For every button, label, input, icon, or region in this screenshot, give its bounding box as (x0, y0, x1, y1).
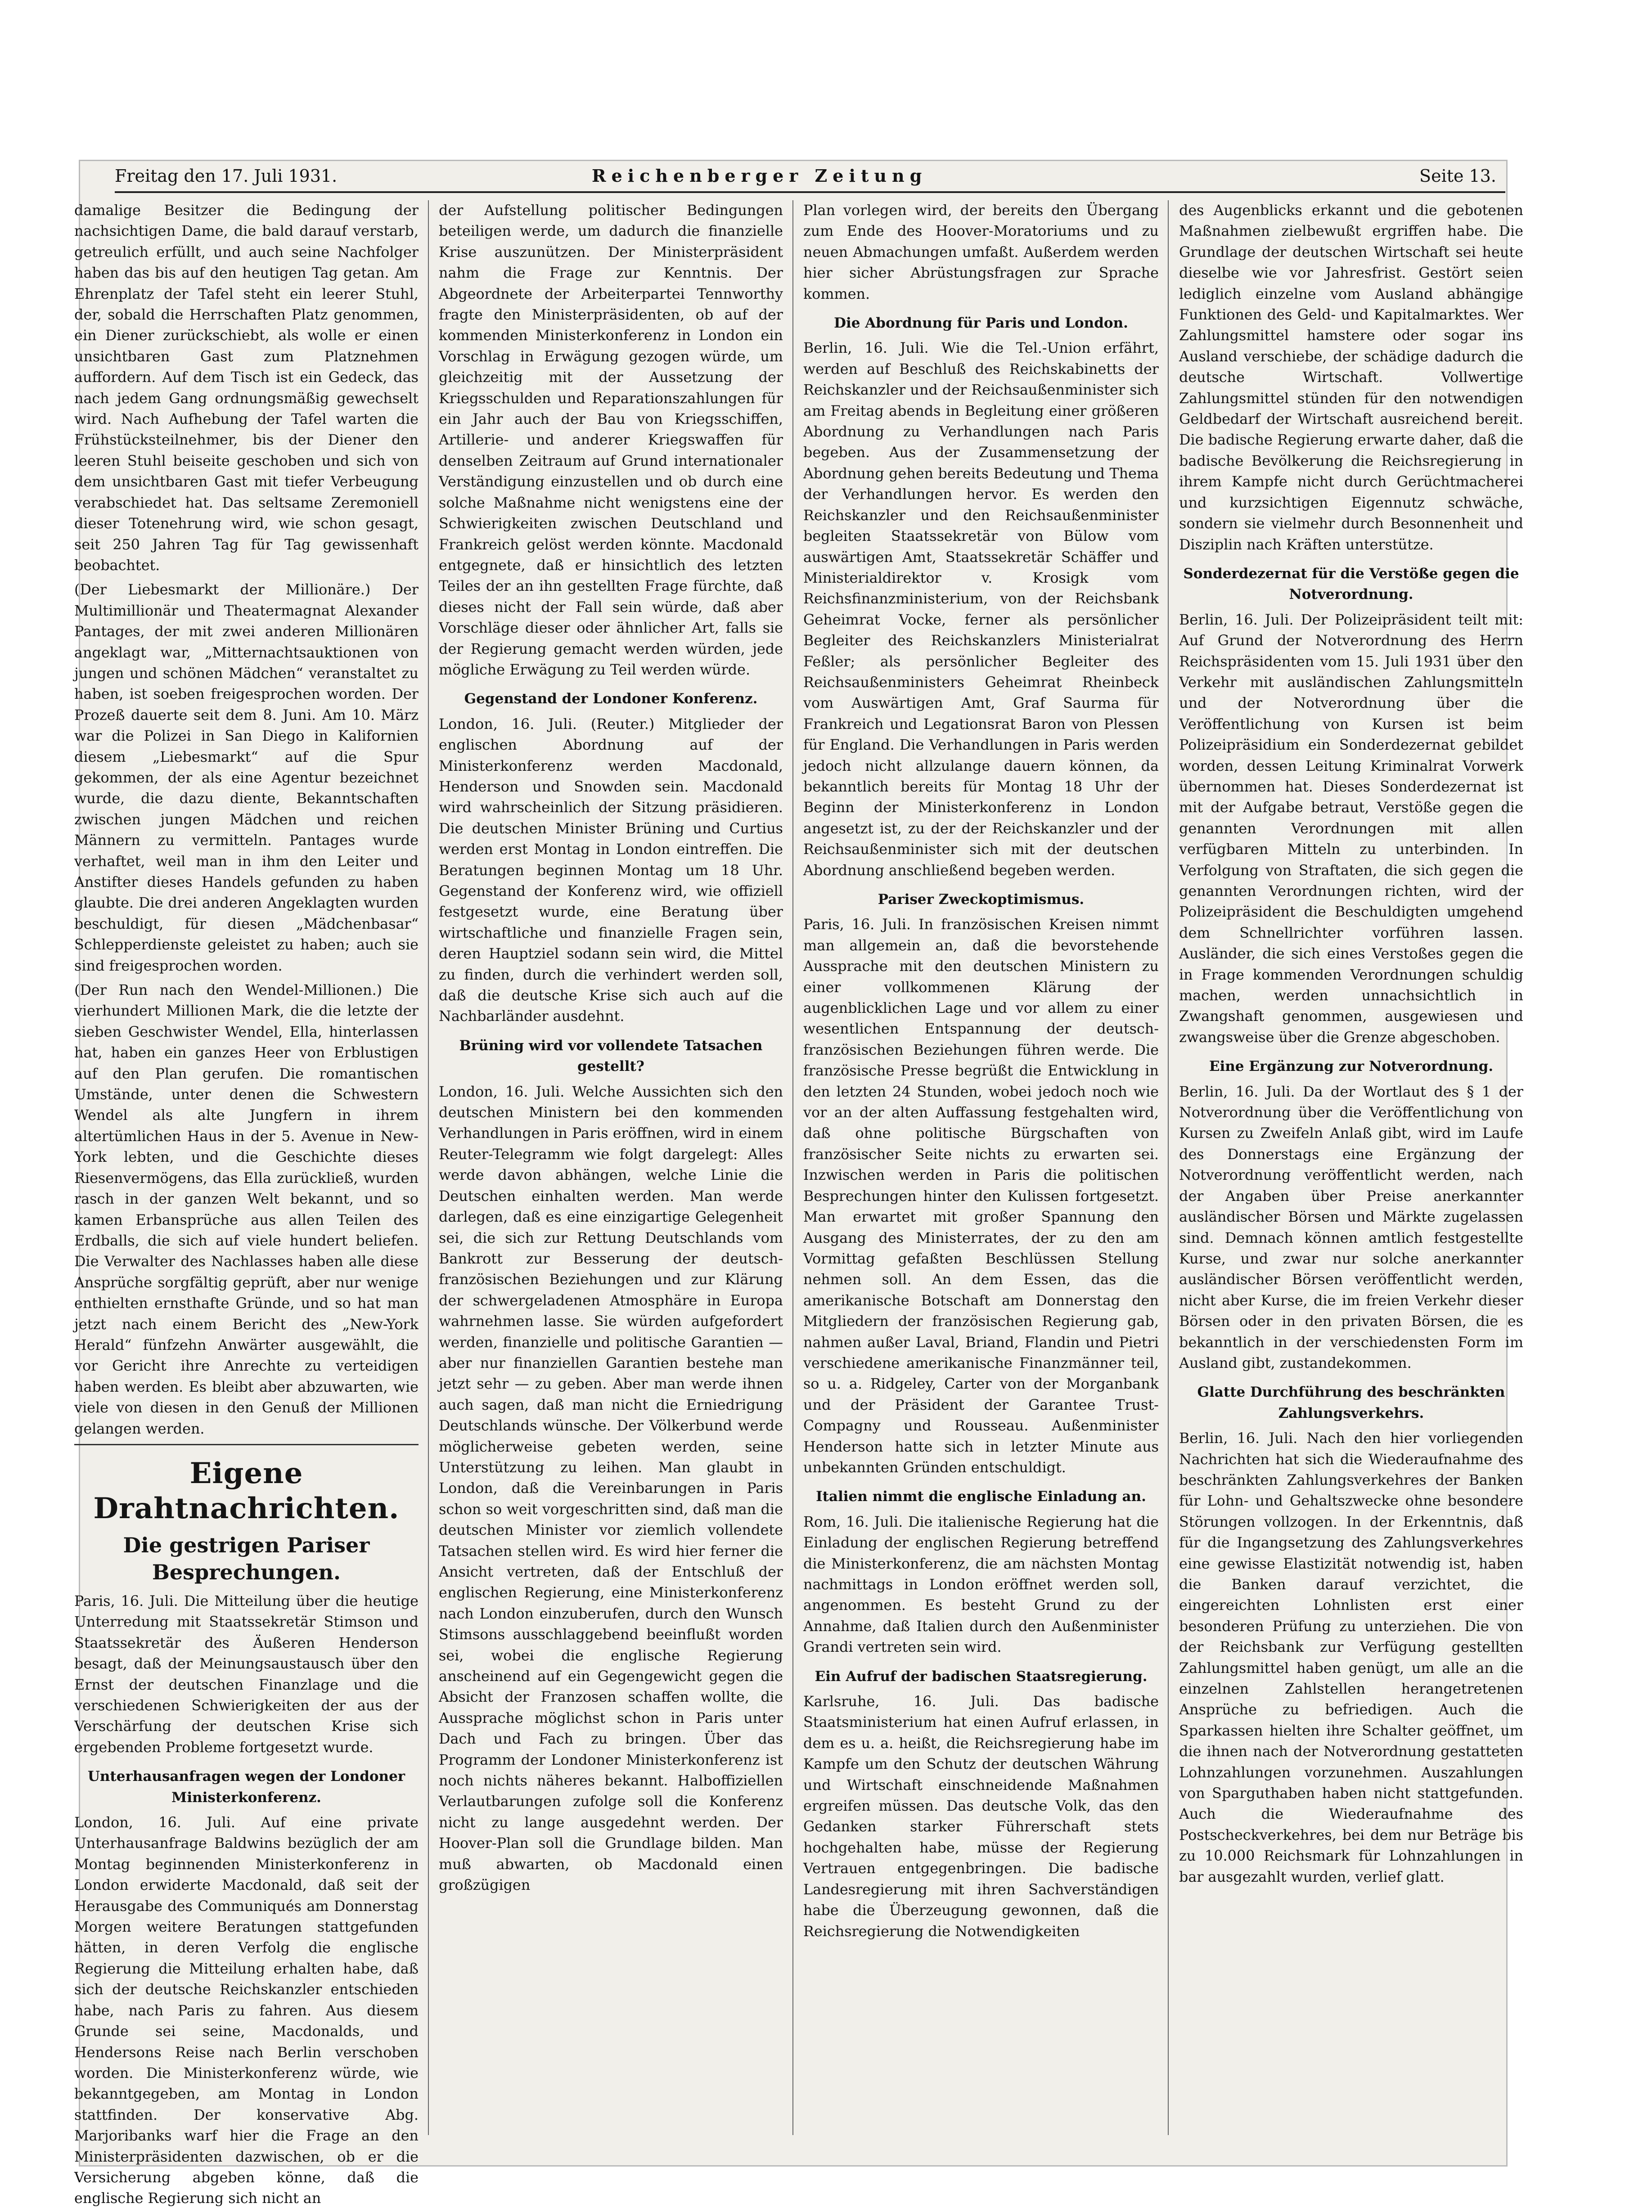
article-paragraph: Berlin, 16. Juli. Der Polizeipräsident teilt mit: Auf Grund der Notverordnung des Herrn Reichspräsidenten vom 15. Juli 1931 über den Verkehr mit ausländischen Zahlungsmitteln und der Notverordnung über die Veröffentlichung von Kursen ist beim Polizeipräsidium ein Sonderdezernat gebildet worden, dessen Leitung Kriminalrat Vorwerk übernommen hat. Dieses Sonderdezernat ist mit der Aufgabe betraut, Verstöße gegen die genannten Verordnungen mit allen verfügbaren Mitteln zu unterbinden. In Verfolgung von Straftaten, die sich gegen die genannten Verordnungen richten, wird der Polizeipräsident die Beschuldigten umgehend dem Schnellrichter vorführen lassen. Ausländer, die sich eines Verstoßes gegen die in Frage kommenden Verordnungen schuldig machen, werden unnachsichtlich in Zwangshaft genommen, ausgewiesen und zwangsweise über die Grenze abgeschoben. (1179, 611, 1523, 1046)
article-heading: Glatte Durchführung des beschränkten Zahlungsverkehrs. (1197, 1384, 1505, 1421)
article-paragraph: Plan vorlegen wird, der bereits den Übergang zum Ende des Hoover-Moratoriums und zu neuen Abmachungen umfaßt. Außerdem werden hier sicher Abrüstungsfragen zur Sprache kommen. (803, 202, 1159, 302)
column-4 (1179, 200, 1523, 2135)
column-3 (803, 200, 1159, 2135)
header-rule (115, 191, 1505, 193)
article-paragraph: Karlsruhe, 16. Juli. Das badische Staatsministerium hat einen Aufruf erlassen, in dem es u. a. heißt, die Reichsregierung habe im Kampfe um den Schutz der deutschen Währung und Wirtschaft einschneidende Maßnahmen ergreifen müssen. Das deutsche Volk, das den Gedanken starker Führerschaft stets hochgehalten habe, müsse der Regierung Vertrauen entgegenbringen. Die badische Landesregierung mit ihren Sachverständigen habe die Überzeugung gewonnen, daß die Reichsregierung die Notwendigkeiten (803, 1693, 1159, 1940)
article-paragraph: Berlin, 16. Juli. Nach den hier vorliegenden Nachrichten hat sich die Wiederaufnahme des beschränkten Zahlungsverkehres der Banken für Lohn- und Gehaltszwecke ohne besondere Störungen vollzogen. In der Erkenntnis, daß für die Ingangsetzung des Zahlungsverkehres eine gewisse Elastizität notwendig ist, haben die Banken darauf verzichtet, die eingereichten Lohnlisten erst einer besonderen Prüfung zu unterziehen. Die von der Reichsbank zur Verfügung gestellten Zahlungsmittel haben genügt, um alle an die einzelnen Zahlstellen herangetretenen Ansprüche zu befriedigen. Auch die Sparkassen hielten ihre Schalter geöffnet, um die ihnen nach der Notverordnung gestatteten Lohnzahlungen vorzunehmen. Auszahlungen von Sparguthaben haben nicht stattgefunden. Auch die Wiederaufnahme des Postscheckverkehres, bei dem nur Beträge bis zu 10.000 Reichsmark für Lohnzahlungen in bar ausgezahlt wurden, verlief glatt. (1179, 1430, 1523, 1885)
section-subheadline: Die gestrigen Pariser Besprechungen. (123, 1533, 370, 1584)
issue-date: Freitag den 17. Juli 1931. (115, 166, 338, 186)
article-paragraph: Berlin, 16. Juli. Da der Wortlaut des § 1 der Notverordnung über die Veröffentlichung von Kursen zu Zweifeln Anlaß gibt, wird im Laufe des Donnerstags eine Ergänzung der Notverordnung veröffentlicht werden, nach der Angaben über Preise anerkannter ausländischer Börsen und Märkte zugelassen sind. Demnach können amtlich festgestellte Kurse, und zwar nur solche anerkannter ausländischer Börsen veröffentlicht werden, nicht aber Kurse, die im freien Verkehr dieser Börsen oder in den privaten Börsen, die es bekanntlich in der verschiedensten Form im Ausland gibt, zustandekommen. (1179, 1083, 1523, 1371)
article-heading: Gegenstand der Londoner Konferenz. (464, 691, 758, 707)
article-paragraph: des Augenblicks erkannt und die gebotenen Maßnahmen zielbewußt ergriffen habe. Die Grundlage der deutschen Wirtschaft sei heute dieselbe wie vor Jahresfrist. Gestört seien lediglich einzelne vom Ausland abhängige Funktionen des Geld- und Kapitalmarktes. Wer Zahlungsmittel hamstere oder sogar ins Ausland verschiebe, der schädige dadurch die deutsche Wirtschaft. Vollwertige Zahlungsmittel stünden für den notwendigen Geldbedarf der Wirtschaft ausreichend bereit. Die badische Regierung erwarte daher, daß die badische Bevölkerung die Reichsregierung in ihrem Kampfe nicht durch Gerüchtmacherei und kurzsichtigen Eigennutz schwäche, sondern sie vielmehr durch Besonnenheit und Disziplin nach Kräften unterstütze. (1179, 202, 1523, 553)
page-header (115, 162, 1510, 190)
page-number: Seite 13. (1419, 166, 1496, 186)
article-paragraph: Berlin, 16. Juli. Wie die Tel.-Union erfährt, werden auf Beschluß des Reichskabinetts der Reichskanzler und der Reichsaußenminister sich am Freitag abends in Begleitung einer größeren Abordnung zu Verhandlungen nach Paris begeben. Aus der Zusammensetzung der Abordnung gehen bereits Bedeutung und Thema der Verhandlungen hervor. Es werden den Reichskanzler und den Reichsaußenminister begleiten Staatssekretär von Bülow vom auswärtigen Amt, Staatssekretär Schäffer und Ministerialdirektor v. Krosigk vom Reichsfinanzministerium, von der Reichsbank Geheimrat Vocke, ferner als persönlicher Begleiter des Reichskanzlers Ministerialrat Feßler; als persönlicher Begleiter des Reichsaußenministers Geheimrat Rheinbeck vom Auswärtigen Amt, Graf Saurma für Frankreich und Legationsrat Baron von Plessen für England. Die Verhandlungen in Paris werden jedoch nicht allzulange dauern können, da bekanntlich bereits für Montag 18 Uhr der Beginn der Ministerkonferenz in London angesetzt ist, zu der der Reichskanzler und der Reichsaußenminister sich mit der deutschen Abordnung anschließend begeben werden. (803, 340, 1159, 879)
article-heading: Italien nimmt die englische Einladung an. (816, 1488, 1146, 1505)
article-paragraph: London, 16. Juli. (Reuter.) Mitglieder der englischen Abordnung auf der Ministerkonferenz werden Macdonald, Henderson und Snowden sein. Macdonald wird wahrscheinlich der Sitzung präsidieren. Die deutschen Minister Brüning und Curtius werden erst Montag in London eintreffen. Die Beratungen beginnen Montag um 18 Uhr. Gegenstand der Konferenz wird, wie offiziell festgesetzt wurde, eine Beratung über wirtschaftliche und finanzielle Fragen sein, deren Hauptziel sodann sein wird, die Mittel zu finden, durch die verhindert werden soll, daß die deutsche Krise sich auch auf die Nachbarländer ausdehnt. (439, 715, 783, 1025)
article-heading: Eine Ergänzung zur Notverordnung. (1209, 1058, 1494, 1075)
article-paragraph: (Der Run nach den Wendel-Millionen.) Die vierhundert Millionen Mark, die die letzte der sieben Geschwister Wendel, Ella, hinterlassen hat, haben ein ganzes Heer von Erblustigen auf den Plan gerufen. Die romantischen Umstände, unter denen die Schwestern Wendel als alte Jungfern in ihrem altertümlichen Haus in der 5. Avenue in New-York lebten, und die Geschichte dieses Riesenvermögens, das Ella zurückließ, wurden rasch in der ganzen Welt bekannt, und so kamen Erbansprüche aus allen Teilen des Erdballs, die sich auf viele hundert beliefen. Die Verwalter des Nachlasses haben alle diese Ansprüche sorgfältig geprüft, aber nur wenige enthielten ernsthafte Gründe, und so hat man jetzt nach einem Bericht des „New-York Herald“ fünfzehn Anwärter ausgewählt, die vor Gericht ihre Anrechte zu verteidigen haben werden. Es bleibt aber abzuwarten, wie viele von diesen in den Genuß der Millionen gelangen werden. (74, 982, 419, 1437)
article-paragraph: damalige Besitzer die Bedingung der nachsichtigen Dame, die bald darauf verstarb, getreulich erfüllt, und auch seine Nachfolger haben das bis auf den heutigen Tag getan. Am Ehrenplatz der Tafel steht ein leerer Stuhl, der, sobald die Herrschaften Platz genommen, ein Diener zurückschiebt, als wolle er einen unsichtbaren Gast zum Platznehmen auffordern. Auf dem Tisch ist ein Gedeck, das nach jedem Gang ordnungsmäßig gewechselt wird. Nach Aufhebung der Tafel warten die Frühstücksteilnehmer, bis der Diener den leeren Stuhl beiseite geschoben und sich von dem unsichtbaren Gast mit tiefer Verbeugung verabschiedet hat. Das seltsame Zeremoniell dieser Totenehrung wird, wie schon gesagt, seit 250 Jahren Tag für Tag gewissenhaft beobachtet. (74, 202, 419, 574)
column-divider (428, 200, 429, 2135)
article-heading: Pariser Zweckoptimismus. (878, 891, 1085, 908)
column-2 (439, 200, 783, 2135)
article-heading: Ein Aufruf der badischen Staatsregierung. (815, 1668, 1148, 1685)
column-divider (1168, 200, 1169, 2135)
article-paragraph: London, 16. Juli. Welche Aussichten sich den deutschen Ministern bei den kommenden Verhandlungen in Paris eröffnen, wird in einem Reuter-Telegramm wie folgt dargelegt: Alles werde davon abhängen, welche Linie die Deutschen einhalten werden. Man werde darlegen, daß es eine einzigartige Gelegenheit sei, die sich zur Rettung Deutschlands vom Bankrott zur Besserung der deutsch-französischen Beziehungen und zur Klärung der schwergeladenen Atmosphäre in Europa wahrnehmen lasse. Sie würden aufgefordert werden, finanzielle und politische Garantien — aber nur finanziellen Garantien bestehe man jetzt sehr — zu geben. Aber man werde ihnen auch sagen, daß man nicht die Erniedrigung Deutschlands wünsche. Der Völkerbund werde möglicherweise gebeten werden, seine Unterstützung zu leihen. Man glaubt in London, daß die Vereinbarungen in Paris schon so weit vorgeschritten sind, daß man die deutschen Minister vor ziemlich vollendete Tatsachen stellen wird. Es wird hier ferner die Ansicht vertreten, daß der Entschluß der englischen Regierung, eine Ministerkonferenz nach London einzuberufen, durch den Wunsch Stimsons ausschlaggebend beeinflußt worden sei, wobei die englische Regierung anscheinend auf ein Gegengewicht gegen die Absicht der Franzosen schaffen wollte, die Aussprache möglichst schon in Paris unter Dach und Fach zu bringen. Über das Programm der Londoner Ministerkonferenz ist noch nichts näheres bekannt. Halboffiziellen Verlautbarungen zufolge soll die Konferenz nicht zu lange ausgedehnt werden. Der Hoover-Plan soll die Grundlage bilden. Man muß abwarten, ob Macdonald einen großzügigen (439, 1083, 783, 1894)
column-1 (74, 200, 419, 2207)
column-divider (792, 200, 793, 2135)
article-paragraph: der Aufstellung politischer Bedingungen beteiligen werde, um dadurch die finanzielle Krise auszunützen. Der Ministerpräsident nahm die Frage zur Kenntnis. Der Abgeordnete der Arbeiterpartei Tennworthy fragte den Ministerpräsidenten, ob auf der kommenden Ministerkonferenz in London ein Vorschlag in Erwägung gezogen würde, um gleichzeitig mit der Aussetzung der Kriegsschulden und Reparationszahlungen für ein Jahr auch der Bau von Kriegsschiffen, Artillerie- und anderer Kriegswaffen für denselben Zeitraum auf Grund internationaler Verständigung einzustellen und ob durch eine solche Maßnahme nicht wenigstens eine der Schwierigkeiten zwischen Deutschland und Frankreich gelöst werden könnte. Macdonald entgegnete, daß er hinsichtlich des letzten Teiles der an ihn gestellten Frage fürchte, daß dieses nicht der Fall sein würde, daß aber Vorschläge dieser oder ähnlicher Art, falls sie der Regierung gemacht werden würden, jede mögliche Erwägung zu Teil werden würde. (439, 202, 783, 678)
article-paragraph: London, 16. Juli. Auf eine private Unterhausanfrage Baldwins bezüglich der am Montag beginnenden Ministerkonferenz in London erwiderte Macdonald, daß seit der Herausgabe des Communiqués am Donnerstag Morgen weitere Beratungen stattgefunden hätten, in deren Verfolg die englische Regierung die Mitteilung erhalten habe, daß sich der deutsche Reichskanzler entschieden habe, nach Paris zu fahren. Aus diesem Grunde sei seine, Macdonalds, und Hendersons Reise nach Berlin verschoben worden. Die Ministerkonferenz würde, wie bekanntgegeben, am Montag in London stattfinden. Der konservative Abg. Marjoribanks warf hier die Frage an den Ministerpräsidenten dazwischen, ob er die Versicherung abgeben könne, daß die englische Regierung sich nicht an (74, 1814, 419, 2207)
article-paragraph: Rom, 16. Juli. Die italienische Regierung hat die Einladung der englischen Regierung betreffend die Ministerkonferenz, die am nächsten Montag nachmittags in London eröffnet werden soll, angenommen. Es besteht Grund zu der Annahme, daß Italien durch den Außenminister Grandi vertreten sein wird. (803, 1513, 1159, 1656)
article-heading: Die Abordnung für Paris und London. (834, 315, 1128, 332)
article-paragraph: Paris, 16. Juli. Die Mitteilung über die heutige Unterredung mit Staatssekretär Stimson und Staatssekretär des Äußeren Henderson besagt, daß der Meinungsaustausch über den Ernst der deutschen Finanzlage und die verschiedenen Schwierigkeiten der aus der Verschärfung der deutschen Krise sich ergebenden Probleme fortgesetzt wurde. (74, 1592, 419, 1756)
article-paragraph: Paris, 16. Juli. In französischen Kreisen nimmt man allgemein an, daß die bevorstehende Aussprache mit den deutschen Ministern zu einer vollkommenen Klärung der augenblicklichen Lage und vor allem zu einer wesentlichen Entspannung der deutsch-französischen Beziehungen führen werde. Die französische Presse begrüßt die Entwicklung in den letzten 24 Stunden, wobei jedoch noch wie vor an der alten Auffassung festgehalten wird, daß ohne politische Bürgschaften von französischer Seite nichts zu erwarten sei. Inzwischen werden in Paris die politischen Besprechungen hinter den Kulissen fortgesetzt. Man erwartet mit großer Spannung den Ausgang des Ministerrates, der zu den am Vormittag gefaßten Beschlüssen Stellung nehmen soll. An dem Essen, das die amerikanische Botschaft am Donnerstag den Mitgliedern der französischen Regierung gab, nahmen außer Laval, Briand, Flandin und Pietri verschiedene amerikanische Finanzmänner teil, so u. a. Ridgeley, Carter von der Morganbank und der Präsident der Garantee Trust-Compagny und Rousseau. Außenminister Henderson hatte sich in letzter Minute aus unbekannten Gründen entschuldigt. (803, 916, 1159, 1476)
article-heading: Sonderdezernat für die Verstöße gegen die Notverordnung. (1183, 565, 1519, 603)
article-paragraph: (Der Liebesmarkt der Millionäre.) Der Multimillionär und Theatermagnat Alexander Pantages, der mit zwei anderen Millionären angeklagt war, „Mitternachtsauktionen von jungen und schönen Mädchen“ veranstaltet zu haben, ist soeben freigesprochen worden. Der Prozeß dauerte seit dem 8. Juni. Am 10. März war die Polizei in San Diego in Kalifornien diesem „Liebesmarkt“ auf die Spur gekommen, der als eine Agentur bezeichnet wurde, die dazu diente, Bekanntschaften zwischen jungen Mädchen und reichen Männern zu vermitteln. Pantages wurde verhaftet, weil man in ihm den Leiter und Anstifter dieses Handels gefunden zu haben glaubte. Die drei anderen Angeklagten wurden beschuldigt, für diesen „Mädchenbasar“ Schlepperdienste geleistet zu haben; auch sie sind freigesprochen worden. (74, 581, 419, 974)
section-headline: Eigene Drahtnachrichten. (93, 1456, 400, 1525)
section-rule (74, 1444, 419, 1445)
article-heading: Unterhausanfragen wegen der Londoner Ministerkonferenz. (87, 1768, 405, 1806)
masthead: Reichenberger Zeitung (592, 166, 927, 186)
article-heading: Brüning wird vor vollendete Tatsachen gestellt? (459, 1037, 763, 1075)
